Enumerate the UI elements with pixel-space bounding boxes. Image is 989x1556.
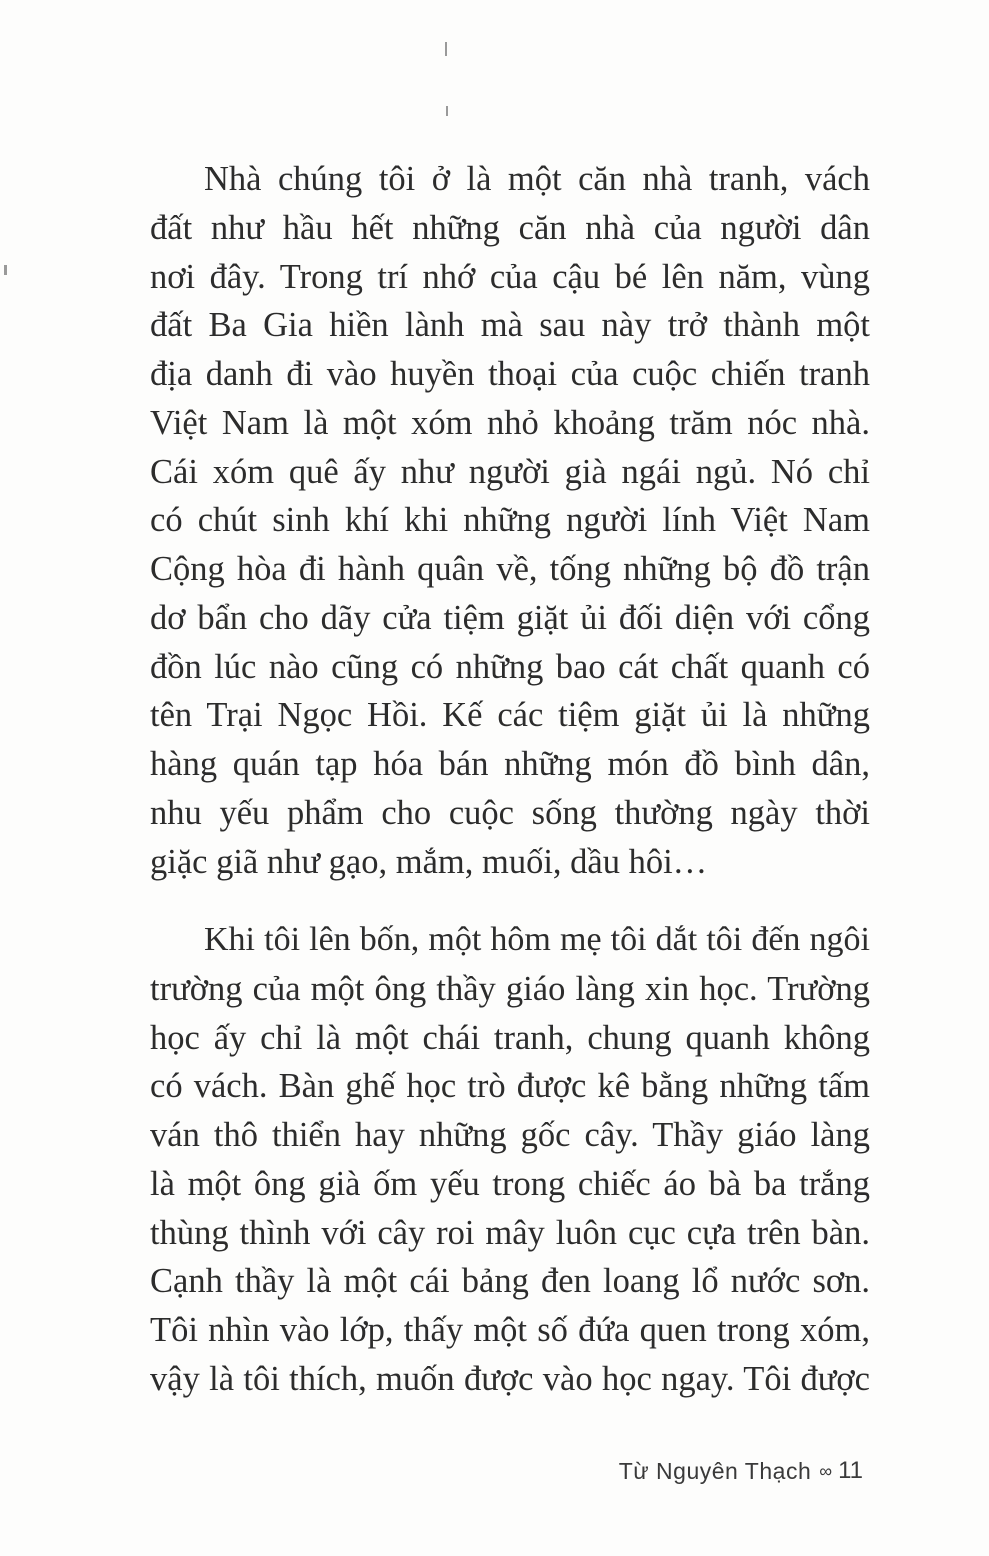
footer-author: Từ Nguyên Thạch (618, 1457, 812, 1484)
paragraph-line: vậy là tôi thích, muốn được vào học ngay. Tôi được (150, 1359, 870, 1398)
paragraph-line: đồn lúc nào cũng có những bao cát chất quanh có (150, 647, 870, 686)
paragraph-line: Cộng hòa đi hành quân về, tống những bộ đồ trận (150, 550, 870, 588)
paragraph-line: là một ông già ốm yếu trong chiếc áo bà ba trắng (150, 1164, 870, 1203)
paragraph-line: ván thô thiển hay những gốc cây. Thầy giáo làng (150, 1116, 870, 1154)
ornament-icon: ∞ (819, 1460, 833, 1481)
paragraph-line: Nhà chúng tôi ở là một căn nhà tranh, vách (204, 160, 870, 198)
scan-mark-top-small (446, 106, 448, 116)
paragraph-line: có vách. Bàn ghế học trò được kê bằng những tấm (150, 1067, 870, 1106)
paragraph-line: tên Trại Ngọc Hồi. Kế các tiệm giặt ủi là những (150, 696, 870, 735)
paragraph-line: Khi tôi lên bốn, một hôm mẹ tôi dắt tôi đến ngôi (204, 921, 870, 958)
page-number: 11 (838, 1457, 863, 1484)
paragraph-line: Cái xóm quê ấy như người già ngái ngủ. Nó chỉ (150, 452, 870, 491)
paragraph-line: đất Ba Gia hiền lành mà sau này trở thành một (150, 306, 870, 345)
page-footer (619, 1451, 863, 1491)
paragraph-line: hàng quán tạp hóa bán những món đồ bình dân, (150, 745, 870, 783)
paragraph-line: trường của một ông thầy giáo làng xin học. Trường (150, 969, 870, 1008)
paragraph-line: thùng thình với cây roi mây luôn cục cựa trên bàn. (150, 1213, 870, 1252)
paragraph-line: nhu yếu phẩm cho cuộc sống thường ngày thời (150, 793, 870, 832)
paragraph-line: Cạnh thầy là một cái bảng đen loang lổ nước sơn. (150, 1262, 870, 1301)
paragraph-2 (150, 916, 870, 1404)
paragraph-line: đất như hầu hết những căn nhà của người dân (150, 208, 870, 247)
paragraph-line: Việt Nam là một xóm nhỏ khoảng trăm nóc nhà. (150, 403, 870, 442)
paragraph-line: địa danh đi vào huyền thoại của cuộc chiến tranh (150, 355, 870, 393)
paragraph-line: nơi đây. Trong trí nhớ của cậu bé lên năm, vùng (150, 257, 870, 296)
paragraph-line: học ấy chỉ là một chái tranh, chung quanh không (150, 1018, 870, 1057)
paragraph-line: có chút sinh khí khi những người lính Việt Nam (150, 501, 870, 540)
scan-mark-left (4, 265, 7, 275)
paragraph-line: Tôi nhìn vào lớp, thấy một số đứa quen trong xóm, (150, 1311, 870, 1349)
paragraph-1 (150, 155, 870, 886)
scan-mark-top (445, 42, 447, 56)
paragraph-line: dơ bẩn cho dãy cửa tiệm giặt ủi đối diện với cổng (150, 598, 870, 637)
paragraph-line: giặc giã như gạo, mắm, muối, dầu hôi… (150, 842, 708, 881)
